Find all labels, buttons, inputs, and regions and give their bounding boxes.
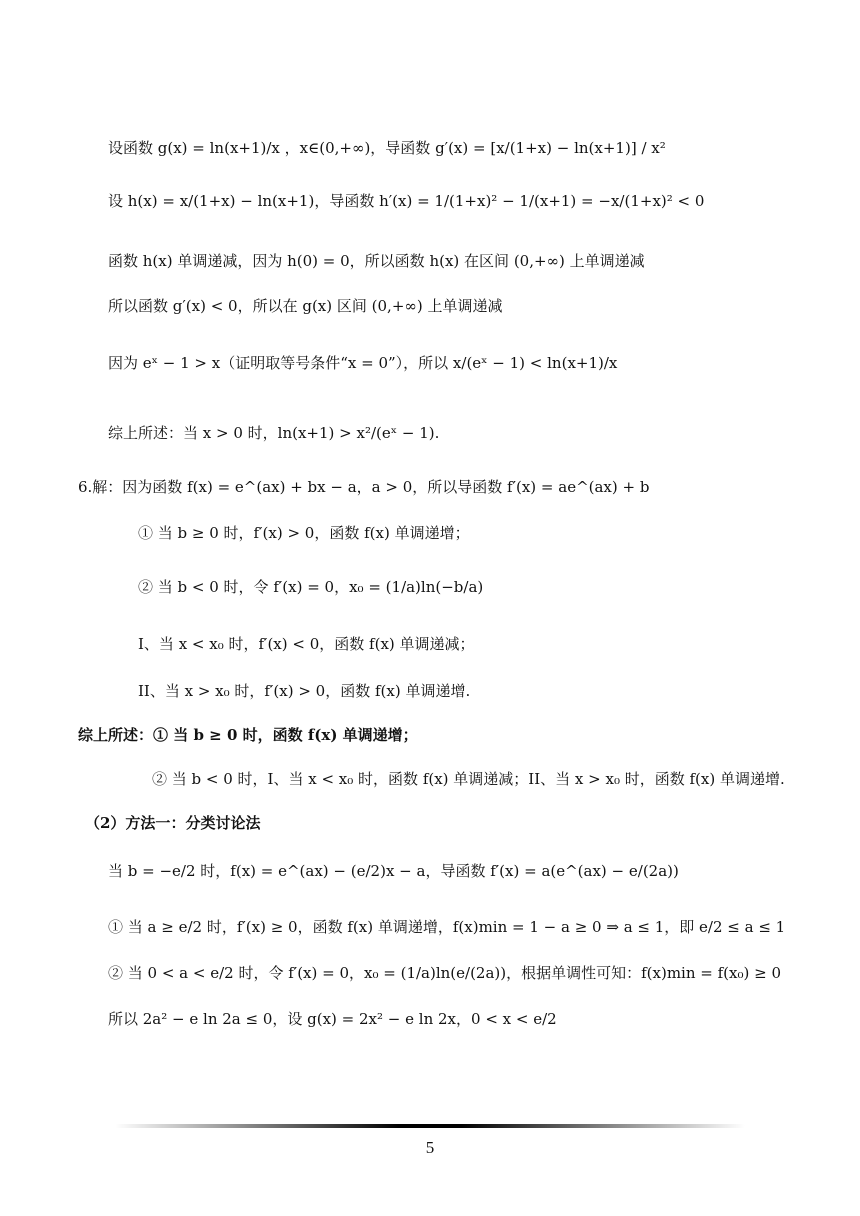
line-case-b-neg: ② 当 b < 0 时，令 f′(x) = 0，x₀ = (1/a)ln(−b/a)	[138, 578, 484, 596]
line-method-heading: （2）方法一：分类讨论法	[85, 814, 261, 832]
footer-rule	[115, 1124, 745, 1128]
line-summary-1: 综上所述：当 x > 0 时，ln(x+1) > x²/(eˣ − 1).	[108, 424, 440, 442]
line-subcase-II: II、当 x > x₀ 时，f′(x) > 0，函数 f(x) 单调递增.	[138, 682, 471, 700]
line-case-b-nonneg: ① 当 b ≥ 0 时，f′(x) > 0，函数 f(x) 单调递增；	[138, 524, 470, 542]
page-number: 5	[425, 1138, 435, 1157]
line-h-decreasing: 函数 h(x) 单调递减，因为 h(0) = 0，所以函数 h(x) 在区间 (0,+∞) 上单调递减	[108, 252, 645, 270]
line-summary-2a: 综上所述：① 当 b ≥ 0 时，函数 f(x) 单调递增；	[78, 726, 418, 744]
line-subcase-I: I、当 x < x₀ 时，f′(x) < 0，函数 f(x) 单调递减；	[138, 635, 475, 653]
line-exp-inequality: 因为 eˣ − 1 > x（证明取等号条件“x = 0”），所以 x/(eˣ − 1) < ln(x+1)/x	[108, 354, 618, 372]
line-h-def: 设 h(x) = x/(1+x) − ln(x+1)，导函数 h′(x) = 1/(1+x)² − 1/(x+1) = −x/(1+x)² < 0	[108, 192, 705, 210]
line-g-def: 设函数 g(x) = ln(x+1)/x ，x∈(0,+∞)，导函数 g′(x) = [x/(1+x) − ln(x+1)] / x²	[108, 139, 666, 157]
line-case-a-large: ① 当 a ≥ e/2 时，f′(x) ≥ 0，函数 f(x) 单调递增，f(x)min = 1 − a ≥ 0 ⇒ a ≤ 1，即 e/2 ≤ a ≤ 1	[108, 918, 786, 936]
line-case-a-small: ② 当 0 < a < e/2 时，令 f′(x) = 0，x₀ = (1/a)ln(e/(2a))，根据单调性可知：f(x)min = f(x₀) ≥ 0	[108, 964, 781, 982]
line-q6-intro: 6.解：因为函数 f(x) = e^(ax) + bx − a，a > 0，所以导函数 f′(x) = ae^(ax) + b	[78, 478, 650, 496]
line-b-value: 当 b = −e/2 时，f(x) = e^(ax) − (e/2)x − a，导函数 f′(x) = a(e^(ax) − e/(2a))	[108, 862, 679, 880]
line-summary-2b: ② 当 b < 0 时，I、当 x < x₀ 时，函数 f(x) 单调递减；II、当 x > x₀ 时，函数 f(x) 单调递增.	[152, 770, 785, 788]
line-g-function: 所以 2a² − e ln 2a ≤ 0，设 g(x) = 2x² − e ln 2x，0 < x < e/2	[108, 1010, 557, 1028]
line-g-decreasing: 所以函数 g′(x) < 0，所以在 g(x) 区间 (0,+∞) 上单调递减	[108, 297, 503, 315]
